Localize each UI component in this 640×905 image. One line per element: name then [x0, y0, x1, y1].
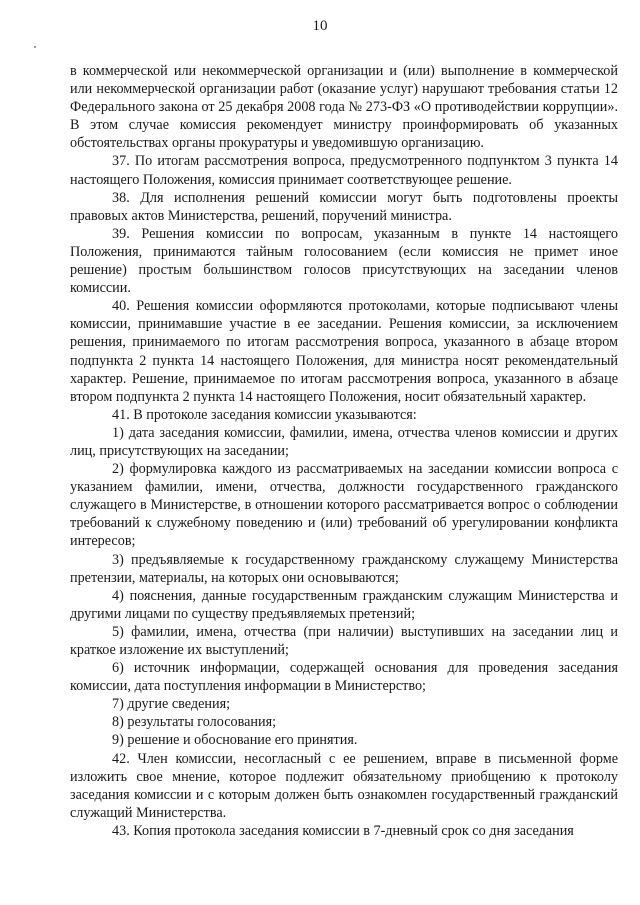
- list-item-3: 3) предъявляемые к государственному гражданскому служащему Министерства претензии, материалы, на которых они основываются;: [70, 551, 618, 586]
- paragraph-43: 43. Копия протокола заседания комиссии в 7-дневный срок со дня заседания: [112, 822, 574, 839]
- list-item-7: 7) другие сведения;: [112, 696, 231, 713]
- list-item-9: 9) решение и обоснование его принятия.: [112, 732, 358, 749]
- list-item-8: 8) результаты голосования;: [112, 714, 277, 731]
- paragraph-39: 39. Решения комиссии по вопросам, указанным в пункте 14 настоящего Положения, принимаются тайным голосованием (если комиссия не примет иное решение) простым большинством голосов присутствующих на заседании членов комиссии.: [70, 225, 618, 297]
- paragraph-37: 37. По итогам рассмотрения вопроса, предусмотренного подпунктом 3 пункта 14 настоящего Положения, комиссия принимает соответствующее решение.: [70, 153, 618, 188]
- paragraph-continuation: в коммерческой или некоммерческой организации и (или) выполнение в коммерческой или некоммерческой организации работ (оказание услуг) нарушают требования статьи 12 Федерального закона от 25 декабря 2008 года № 273-ФЗ «О противодействии коррупции». В этом случае комиссия рекомендует министру проинформировать об указанных обстоятельствах органы прокуратуры и уведомившую организацию.: [70, 63, 618, 152]
- list-item-5: 5) фамилии, имена, отчества (при наличии) выступивших на заседании лиц и краткое изложение их выступлений;: [70, 623, 618, 658]
- list-item-4: 4) пояснения, данные государственным гражданским служащим Министерства и другими лицами по существу предъявляемых претензий;: [70, 587, 618, 622]
- list-item-1: 1) дата заседания комиссии, фамилии, имена, отчества членов комиссии и других лиц, присутствующих на заседании;: [70, 424, 618, 459]
- paragraph-41: 41. В протоколе заседания комиссии указываются:: [112, 406, 417, 423]
- list-item-6: 6) источник информации, содержащей основания для проведения заседания комиссии, дата поступления информации в Министерство;: [70, 660, 618, 695]
- scan-speck: [34, 46, 36, 48]
- paragraph-42: 42. Член комиссии, несогласный с ее решением, вправе в письменной форме изложить свое мнение, которое подлежит обязательному приобщению к протоколу заседания комиссии и с которым должен быть ознакомлен государственный гражданский служащий Министерства.: [70, 750, 618, 821]
- page-number: 10: [312, 18, 328, 34]
- list-item-2: 2) формулировка каждого из рассматриваемых на заседании комиссии вопроса с указанием фамилии, имени, отчества, должности государственного гражданского служащего в Министерстве, в отношении которого рассматривается вопрос о соблюдении требований к служебному поведению и (или) требований об урегулировании конфликта интересов;: [70, 461, 618, 550]
- paragraph-40: 40. Решения комиссии оформляются протоколами, которые подписывают члены комиссии, принимавшие участие в ее заседании. Решения комиссии, за исключением решения, принимаемого по итогам рассмотрения вопроса, указанного в абзаце втором подпункта 2 пункта 14 настоящего Положения, для министра носят рекомендательный характер. Решение, принимаемое по итогам рассмотрения вопроса, указанного в абзаце втором подпункта 2 пункта 14 настоящего Положения, носит обязательный характер.: [70, 298, 618, 405]
- paragraph-38: 38. Для исполнения решений комиссии могут быть подготовлены проекты правовых актов Министерства, решений, поручений министра.: [70, 189, 618, 224]
- document-body: [70, 62, 618, 840]
